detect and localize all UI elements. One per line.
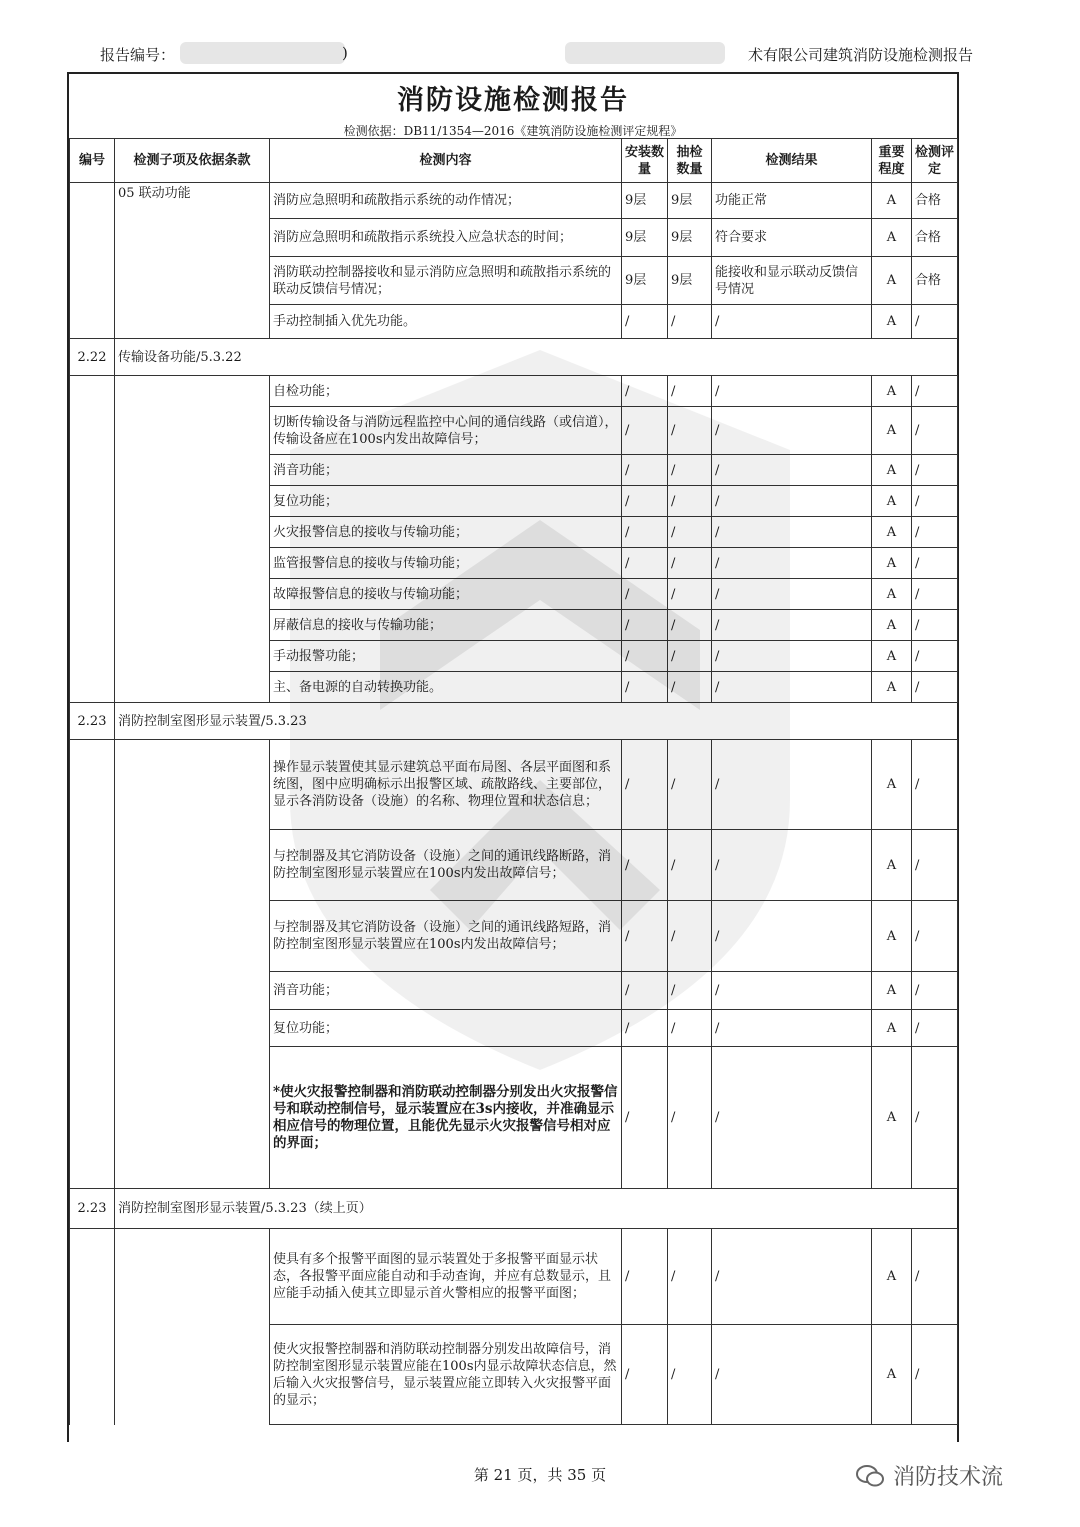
table-row (70, 1229, 958, 1325)
cell-verdict: / (912, 610, 958, 641)
cell-sample: / (668, 1047, 712, 1189)
table-row (70, 740, 958, 830)
cell-no (70, 376, 115, 703)
cell-result: / (712, 641, 872, 672)
col-importance: 重要程度 (872, 139, 912, 183)
cell-sub: 05 联动功能 (115, 183, 270, 339)
cell-verdict: / (912, 1325, 958, 1425)
cell-importance: A (872, 183, 912, 219)
cell-sub (115, 376, 270, 703)
cell-content: 屏蔽信息的接收与传输功能； (270, 610, 622, 641)
cell-content: 消防联动控制器接收和显示消防应急照明和疏散指示系统的联动反馈信号情况； (270, 257, 622, 305)
cell-result: 功能正常 (712, 183, 872, 219)
table-row (70, 183, 958, 219)
cell-verdict: / (912, 641, 958, 672)
cell-importance: A (872, 257, 912, 305)
cell-sample: / (668, 641, 712, 672)
cell-content: 故障报警信息的接收与传输功能； (270, 579, 622, 610)
cell-sample: / (668, 610, 712, 641)
report-number-tail: ) (342, 44, 348, 62)
col-install: 安装数量 (622, 139, 668, 183)
cell-verdict: / (912, 305, 958, 339)
cell-importance: A (872, 548, 912, 579)
section-row (70, 703, 958, 740)
section-row (70, 339, 958, 376)
cell-sample: / (668, 305, 712, 339)
cell-install: / (622, 641, 668, 672)
cell-install: / (622, 305, 668, 339)
cell-importance: A (872, 517, 912, 548)
cell-content: 复位功能； (270, 486, 622, 517)
cell-importance: A (872, 1325, 912, 1425)
cell-sample: / (668, 1229, 712, 1325)
inspection-basis: 检测依据：DB11/1354—2016《建筑消防设施检测评定规程》 (343, 124, 683, 138)
cell-verdict: 合格 (912, 257, 958, 305)
cell-install: / (622, 407, 668, 455)
cell-importance: A (872, 830, 912, 901)
cell-verdict: / (912, 455, 958, 486)
cell-content: 自检功能； (270, 376, 622, 407)
cell-verdict: / (912, 1010, 958, 1047)
cell-result: / (712, 1047, 872, 1189)
cell-no (70, 740, 115, 1189)
cell-sample: / (668, 579, 712, 610)
cell-result: / (712, 517, 872, 548)
cell-verdict: / (912, 1047, 958, 1189)
cell-content: 使火灾报警控制器和消防联动控制器分别发出故障信号，消防控制室图形显示装置应能在100s内显示故障状态信息，然后输入火灾报警信号，显示装置应能立即转入火灾报警平面的显示； (270, 1325, 622, 1425)
cell-result: / (712, 376, 872, 407)
cell-verdict: / (912, 517, 958, 548)
cell-importance: A (872, 579, 912, 610)
cell-importance: A (872, 672, 912, 703)
cell-verdict: 合格 (912, 219, 958, 257)
cell-sample: / (668, 548, 712, 579)
cell-result: / (712, 740, 872, 830)
cell-sample: / (668, 455, 712, 486)
company-report-title: 术有限公司建筑消防设施检测报告 (747, 46, 973, 64)
cell-content: 主、备电源的自动转换功能。 (270, 672, 622, 703)
cell-result: 能接收和显示联动反馈信号情况 (712, 257, 872, 305)
cell-no (70, 183, 115, 339)
cell-result: / (712, 1010, 872, 1047)
cell-content: 消防应急照明和疏散指示系统投入应急状态的时间； (270, 219, 622, 257)
cell-install: / (622, 901, 668, 972)
cell-install: / (622, 610, 668, 641)
cell-verdict: / (912, 1229, 958, 1325)
cell-importance: A (872, 1010, 912, 1047)
cell-sample: / (668, 407, 712, 455)
cell-sample: 9层 (668, 183, 712, 219)
cell-result: / (712, 1229, 872, 1325)
cell-result: / (712, 672, 872, 703)
cell-verdict: / (912, 740, 958, 830)
cell-importance: A (872, 641, 912, 672)
cell-sub (115, 740, 270, 1189)
cell-install: / (622, 376, 668, 407)
cell-importance: A (872, 455, 912, 486)
cell-content: 消音功能； (270, 455, 622, 486)
cell-importance: A (872, 610, 912, 641)
cell-sample: / (668, 901, 712, 972)
cell-sample: / (668, 376, 712, 407)
redacted-company-name (565, 42, 725, 64)
cell-sample: / (668, 1010, 712, 1047)
report-sheet (67, 72, 959, 1442)
cell-no (70, 1229, 115, 1425)
wechat-icon (855, 1463, 885, 1489)
redacted-report-number (180, 42, 345, 64)
cell-sub (115, 1229, 270, 1425)
cell-install: 9层 (622, 183, 668, 219)
cell-verdict: / (912, 830, 958, 901)
cell-content: 监管报警信息的接收与传输功能； (270, 548, 622, 579)
cell-result: / (712, 455, 872, 486)
page-header (0, 40, 1080, 70)
cell-install: / (622, 1229, 668, 1325)
cell-sample: / (668, 830, 712, 901)
cell-result: / (712, 610, 872, 641)
section-title: 消防控制室图形显示装置/5.3.23 (115, 703, 958, 740)
cell-install: / (622, 548, 668, 579)
page-footer: 第 21 页，共 35 页 (473, 1466, 607, 1484)
cell-install: / (622, 672, 668, 703)
brand-name: 消防技术流 (893, 1465, 1004, 1490)
col-verdict: 检测评定 (912, 139, 958, 183)
col-result: 检测结果 (712, 139, 872, 183)
cell-result: / (712, 548, 872, 579)
col-content: 检测内容 (270, 139, 622, 183)
cell-verdict: / (912, 972, 958, 1010)
cell-result: / (712, 972, 872, 1010)
col-no: 编号 (70, 139, 115, 183)
cell-importance: A (872, 740, 912, 830)
cell-content: 切断传输设备与消防远程监控中心间的通信线路（或信道），传输设备应在100s内发出故障信号； (270, 407, 622, 455)
cell-install: / (622, 972, 668, 1010)
cell-result: / (712, 407, 872, 455)
cell-content: 火灾报警信息的接收与传输功能； (270, 517, 622, 548)
cell-install: 9层 (622, 219, 668, 257)
cell-importance: A (872, 376, 912, 407)
cell-importance: A (872, 219, 912, 257)
cell-verdict: 合格 (912, 183, 958, 219)
cell-install: / (622, 1010, 668, 1047)
cell-install: / (622, 830, 668, 901)
cell-install: / (622, 486, 668, 517)
cell-sample: / (668, 972, 712, 1010)
cell-install: 9层 (622, 257, 668, 305)
cell-verdict: / (912, 486, 958, 517)
cell-sample: 9层 (668, 257, 712, 305)
title-area (69, 74, 957, 140)
cell-content: 消防应急照明和疏散指示系统的动作情况； (270, 183, 622, 219)
cell-result: / (712, 486, 872, 517)
cell-verdict: / (912, 672, 958, 703)
section-no: 2.22 (70, 339, 115, 376)
cell-content: 与控制器及其它消防设备（设施）之间的通讯线路短路，消防控制室图形显示装置应在100s内发出故障信号； (270, 901, 622, 972)
cell-result: / (712, 901, 872, 972)
section-row (70, 1189, 958, 1229)
inspection-table (69, 138, 958, 1425)
section-no: 2.23 (70, 703, 115, 740)
cell-importance: A (872, 972, 912, 1010)
cell-content-key-item: *使火灾报警控制器和消防联动控制器分别发出火灾报警信号和联动控制信号，显示装置应在3s内接收，并准确显示相应信号的物理位置，且能优先显示火灾报警信号相对应的界面； (270, 1047, 622, 1189)
col-sub: 检测子项及依据条款 (115, 139, 270, 183)
cell-importance: A (872, 901, 912, 972)
cell-sample: / (668, 672, 712, 703)
cell-verdict: / (912, 579, 958, 610)
cell-verdict: / (912, 407, 958, 455)
cell-sample: / (668, 517, 712, 548)
cell-importance: A (872, 305, 912, 339)
table-row (70, 376, 958, 407)
cell-content: 操作显示装置使其显示建筑总平面布局图、各层平面图和系统图，图中应明确标示出报警区域、疏散路线、主要部位，显示各消防设备（设施）的名称、物理位置和状态信息； (270, 740, 622, 830)
cell-content: 消音功能； (270, 972, 622, 1010)
cell-result: / (712, 305, 872, 339)
cell-result: / (712, 830, 872, 901)
cell-content: 使具有多个报警平面图的显示装置处于多报警平面显示状态，各报警平面应能自动和手动查询，并应有总数显示，且应能手动插入使其立即显示首火警相应的报警平面图； (270, 1229, 622, 1325)
section-title: 消防控制室图形显示装置/5.3.23（续上页） (115, 1189, 958, 1229)
section-title: 传输设备功能/5.3.22 (115, 339, 958, 376)
report-number-label: 报告编号： (100, 46, 176, 64)
cell-install: / (622, 455, 668, 486)
cell-importance: A (872, 407, 912, 455)
cell-result: 符合要求 (712, 219, 872, 257)
cell-sample: / (668, 740, 712, 830)
cell-content: 与控制器及其它消防设备（设施）之间的通讯线路断路，消防控制室图形显示装置应在100s内发出故障信号； (270, 830, 622, 901)
cell-importance: A (872, 1047, 912, 1189)
cell-content: 手动控制插入优先功能。 (270, 305, 622, 339)
cell-result: / (712, 1325, 872, 1425)
cell-install: / (622, 740, 668, 830)
cell-install: / (622, 517, 668, 548)
cell-importance: A (872, 486, 912, 517)
cell-verdict: / (912, 548, 958, 579)
table-header-row (70, 139, 958, 183)
cell-sample: / (668, 1325, 712, 1425)
cell-install: / (622, 1325, 668, 1425)
cell-sample: 9层 (668, 219, 712, 257)
section-no: 2.23 (70, 1189, 115, 1229)
cell-verdict: / (912, 901, 958, 972)
col-sample: 抽检数量 (668, 139, 712, 183)
cell-install: / (622, 579, 668, 610)
cell-verdict: / (912, 376, 958, 407)
cell-install: / (622, 1047, 668, 1189)
cell-sample: / (668, 486, 712, 517)
page-title: 消防设施检测报告 (397, 85, 629, 116)
brand-mark (855, 1460, 1003, 1491)
cell-result: / (712, 579, 872, 610)
cell-content: 复位功能； (270, 1010, 622, 1047)
cell-importance: A (872, 1229, 912, 1325)
cell-content: 手动报警功能； (270, 641, 622, 672)
